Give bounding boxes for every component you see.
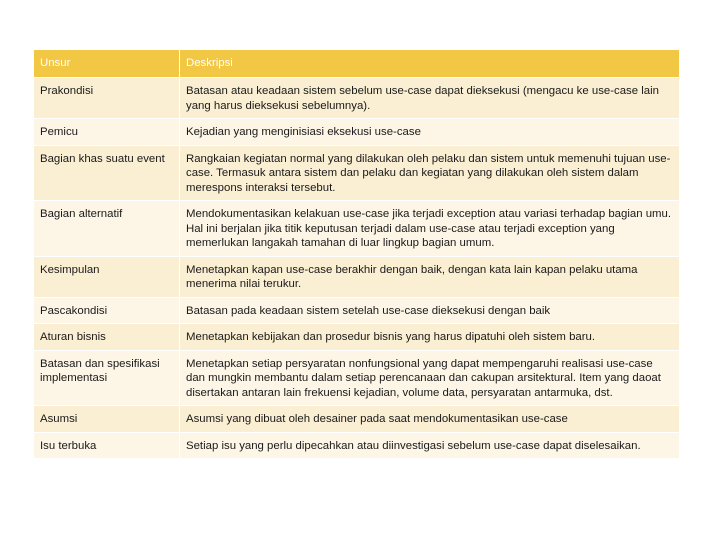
cell-unsur: Bagian alternatif [34,201,180,257]
table-row [34,146,680,202]
cell-unsur: Asumsi [34,406,180,433]
cell-unsur: Batasan dan spesifikasi implementasi [34,351,180,407]
cell-deskripsi: Menetapkan kebijakan dan prosedur bisnis yang harus dipatuhi oleh sistem baru. [180,324,680,351]
table-row [34,201,680,257]
cell-deskripsi: Setiap isu yang perlu dipecahkan atau diinvestigasi sebelum use-case dapat diselesaikan. [180,433,680,460]
cell-deskripsi: Batasan pada keadaan sistem setelah use-case dieksekusi dengan baik [180,298,680,325]
table-row [34,78,680,119]
use-case-elements-table [34,50,680,459]
cell-unsur: Bagian khas suatu event [34,146,180,202]
cell-deskripsi: Batasan atau keadaan sistem sebelum use-case dapat dieksekusi (mengacu ke use-case lain yang harus dieksekusi sebelumnya). [180,78,680,119]
cell-unsur: Pascakondisi [34,298,180,325]
table-header-row [34,50,680,78]
table-row [34,406,680,433]
cell-unsur: Aturan bisnis [34,324,180,351]
header-deskripsi: Deskripsi [180,50,680,78]
header-unsur: Unsur [34,50,180,78]
cell-unsur: Pemicu [34,119,180,146]
table-row [34,351,680,407]
cell-deskripsi: Mendokumentasikan kelakuan use-case jika terjadi exception atau variasi terhadap bagian umu. Hal ini berjalan jika titik keputusan terjadi dalam use-case atau terjadi exception yang memerlukan langakah tamahan di luar lingkup bagian umum. [180,201,680,257]
cell-deskripsi: Rangkaian kegiatan normal yang dilakukan oleh pelaku dan sistem untuk memenuhi tujuan use-case. Termasuk antara sistem dan pelaku dan kegiatan yang dilakukan oleh sistem dalam merespons interaksi tersebut. [180,146,680,202]
table-row [34,433,680,460]
cell-deskripsi: Kejadian yang menginisiasi eksekusi use-case [180,119,680,146]
table-row [34,119,680,146]
cell-deskripsi: Menetapkan kapan use-case berakhir dengan baik, dengan kata lain kapan pelaku utama menerima nilai terukur. [180,257,680,298]
cell-unsur: Prakondisi [34,78,180,119]
cell-unsur: Isu terbuka [34,433,180,460]
table-row [34,324,680,351]
cell-unsur: Kesimpulan [34,257,180,298]
table-row [34,298,680,325]
cell-deskripsi: Asumsi yang dibuat oleh desainer pada saat mendokumentasikan use-case [180,406,680,433]
cell-deskripsi: Menetapkan setiap persyaratan nonfungsional yang dapat mempengaruhi realisasi use-case dan mungkin membantu dalam setiap perencanaan dan cakupan arsitektural. Item yang daoat disertakan antaran lain frekuensi kejadian, volume data, persyaratan antarmuka, dst. [180,351,680,407]
table-row [34,257,680,298]
